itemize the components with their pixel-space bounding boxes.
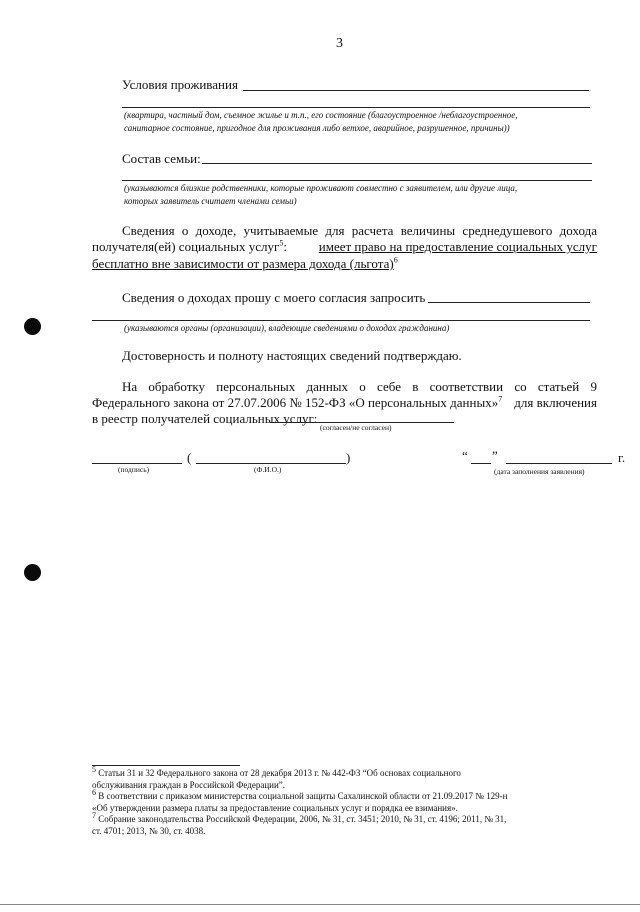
fio-label: (Ф.И.О.) bbox=[254, 465, 282, 474]
income-line-2: получателя(ей) социальных услуг$^5$: имеет право на предоставление социальных услуг bbox=[92, 238, 597, 254]
living-conditions-label: Условия проживания bbox=[122, 77, 238, 92]
signature-label: (подпись) bbox=[118, 465, 150, 474]
open-paren: ( bbox=[187, 450, 192, 465]
punch-hole-top bbox=[24, 318, 41, 335]
consent-line-3: в реестр получателей социальных услуг: bbox=[92, 411, 318, 426]
date-quote-open: “ bbox=[462, 448, 468, 463]
year-suffix: г. bbox=[618, 450, 626, 465]
confirmation-text: Достоверность и полноту настоящих сведений подтверждаю. bbox=[122, 348, 462, 363]
page-number: 3 bbox=[336, 36, 343, 51]
fio-field[interactable] bbox=[196, 463, 346, 464]
date-day-field[interactable] bbox=[471, 463, 491, 464]
footnote-separator bbox=[92, 765, 240, 766]
income-line-1: Сведения о доходе, учитываемые для расчета величины среднедушевого дохода bbox=[122, 223, 597, 238]
request-field[interactable] bbox=[428, 302, 590, 303]
family-field[interactable] bbox=[202, 163, 592, 164]
benefit-text-2: бесплатно вне зависимости от размера дохода (льгота) bbox=[92, 256, 394, 271]
date-label: (дата заполнения заявления) bbox=[494, 467, 585, 476]
scan-edge bbox=[0, 904, 640, 905]
living-conditions-field[interactable] bbox=[243, 90, 589, 91]
consent-line-2: Федерального закона от 27.07.2006 № 152-ФЗ «О персональных данных»$^7$ для включения bbox=[92, 394, 597, 410]
request-label: Сведения о доходах прошу с моего согласия запросить bbox=[122, 290, 426, 305]
consent-line-1: На обработку персональных данных о себе в соответствии со статьей 9 bbox=[122, 379, 597, 394]
consent-hint: (согласен/не согласен) bbox=[320, 423, 392, 432]
benefit-text: имеет право на предоставление социальных услуг bbox=[318, 239, 597, 254]
living-conditions-hint: (квартира, частный дом, съемное жилье и т.п., его состояние (благоустроенное /неблагоустроенное, санитарное состояние, пригодное для проживания либо ветхое, аварийное, разрушенное, причины)) bbox=[124, 110, 518, 133]
footnote-5: $^5$ Статьи 31 и 32 Федерального закона от 28 декабря 2013 г. № 442-ФЗ “Об основах социального обслуживания граждан в Российской Федерации”. bbox=[92, 765, 461, 790]
request-hint: (указываются органы (организации), владеющие сведениями о доходах гражданина) bbox=[124, 323, 450, 333]
request-field-2[interactable] bbox=[92, 320, 590, 321]
footnotes bbox=[92, 765, 597, 837]
footnote-6: $^6$ В соответствии с приказом министерства социальной защиты Сахалинской области от 21.09.2017 № 129-н «Об утверждении размера платы за предоставление социальных услуг и порядка ее взимания». bbox=[92, 788, 508, 813]
family-hint: (указываются близкие родственники, которые проживают совместно с заявителем, или другие лица, которых заявитель считает членами семьи) bbox=[124, 183, 518, 206]
footnote-7: $^7$ Собрание законодательства Российской Федерации, 2006, № 31, ст. 3451; 2010, № 31, ст. 4196; 2011, № 31, ст. 4701; 2013, № 30, ст. 4038. bbox=[92, 811, 507, 836]
family-label: Состав семьи: bbox=[122, 151, 201, 166]
living-conditions-field-2[interactable] bbox=[122, 107, 590, 108]
close-paren: ) bbox=[346, 450, 351, 465]
income-line-3: бесплатно вне зависимости от размера дохода (льгота)$^6$ bbox=[92, 255, 398, 271]
date-month-year-field[interactable] bbox=[506, 463, 612, 464]
family-field-2[interactable] bbox=[122, 180, 592, 181]
punch-hole-bottom bbox=[24, 564, 41, 581]
date-quote-close: ” bbox=[492, 448, 498, 463]
signature-field[interactable] bbox=[92, 463, 182, 464]
